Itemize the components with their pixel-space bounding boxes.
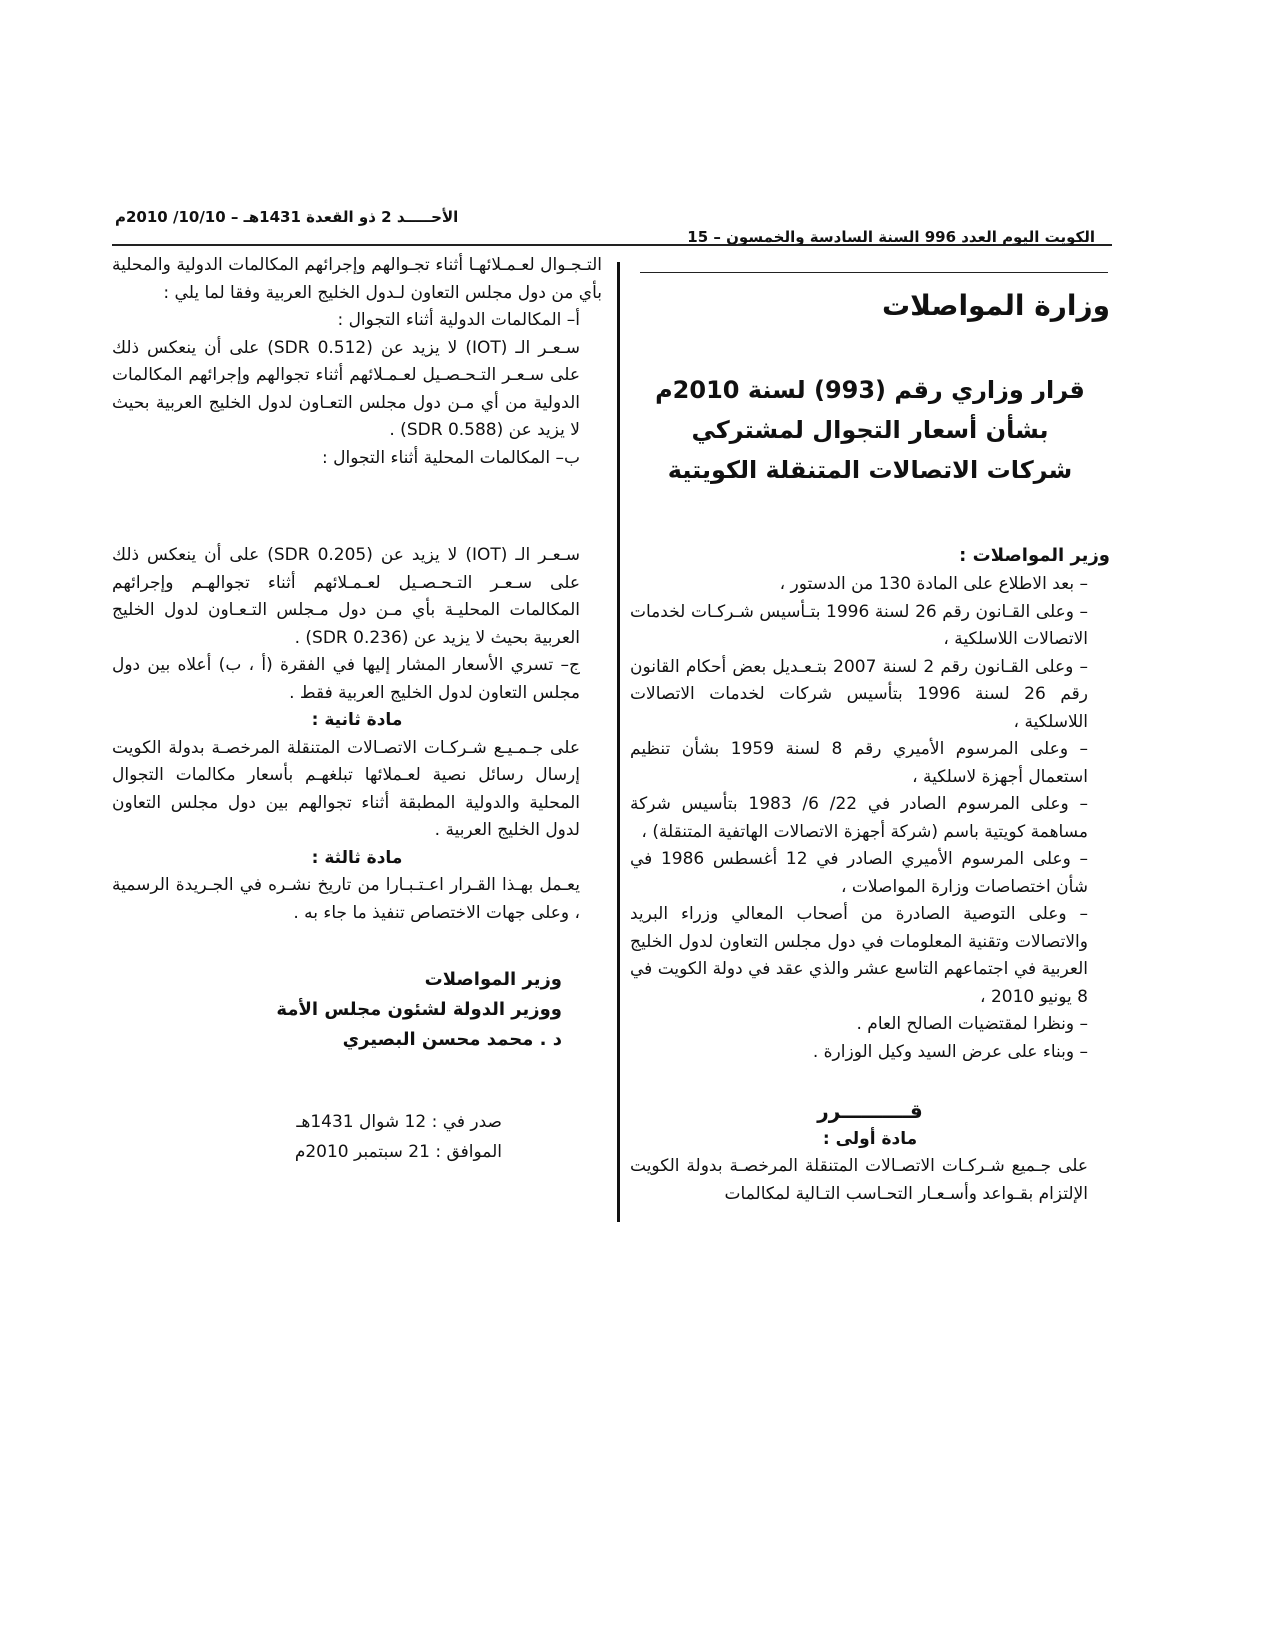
article-3-text: يعـمل بهـذا القـرار اعـتـبـارا من تاريخ نشـره في الجـريدة الرسمية ، وعلى جهات الاختصاص تنفيذ ما جاء به . xyxy=(112,875,580,923)
header-rule xyxy=(112,244,1112,246)
paragraph-a-text: سـعـر الـ (IOT) لا يزيد عن (0.512 SDR) على أن ينعكس ذلك على سـعـر التـحـصـيل لعـمـلائهم أثناء تجوالهم وإجرائهم المكالمات الدولية من أي مـن دول مجلس التعـاون لدول الخليج العربية بحيث لا يزيد عن (0.588 SDR) . xyxy=(112,337,581,440)
article-2-heading: مادة ثانية : xyxy=(311,710,403,730)
preamble-item: – وبناء على عرض السيد وكيل الوزارة . xyxy=(812,1041,1088,1062)
minister-label: وزير المواصلات : xyxy=(959,544,1110,566)
header-rule-secondary xyxy=(640,272,1108,273)
signature-block xyxy=(112,965,602,1055)
preamble-item: – وعلى المرسوم الصادر في 22/ 6/ 1983 بتأسيس شركة مساهمة كويتية باسم (شركة أجهزة الاتصالات الهاتفية المتنقلة) ، xyxy=(630,794,1088,842)
article-1-text: على جـميع شـركـات الاتصـالات المتنقلة المرخصـة بدولة الكويت الإلتزام بقـواعد وأسـعـار التحـاسب التـالية لمكالمات xyxy=(630,1156,1088,1204)
article-2-text: على جـمـيـع شـركـات الاتصـالات المتنقلة المرخصـة بدولة الكويت إرسال رسائل نصية لعـملائها تبلغهـم بأسعار مكالمات التجوال المحلية والدولية المطبقة أثناء تجوالهم بين دول مجلس التعاون لدول الخليج العربية . xyxy=(112,737,580,840)
signature-name: د . محمد محسن البصيري xyxy=(342,1029,562,1050)
header-issue-info: الكويت اليوم العدد 996 السنة السادسة والخمسون – 15 xyxy=(687,228,1095,246)
article-3-heading: مادة ثالثة : xyxy=(311,847,403,868)
signature-title-2: ووزير الدولة لشئون مجلس الأمة xyxy=(276,999,562,1020)
right-column xyxy=(630,280,1110,1208)
preamble-item: – وعلى المرسوم الأميري رقم 8 لسنة 1959 بشأن تنظيم استعمال أجهزة لاسلكية ، xyxy=(630,739,1089,787)
preamble-item: – وعلى التوصية الصادرة من أصحاب المعالي وزراء البريد والاتصالات وتقنية المعلومات في دول مجلس التعاون لدول الخليج العربية في اجتماعهم التاسع عشر والذي عقد في دولة الكويت في 8 يونيو 2010 ، xyxy=(630,904,1088,1007)
preamble-item: – وعلى المرسوم الأميري الصادر في 12 أغسطس 1986 في شأن اختصاصات وزارة المواصلات ، xyxy=(630,849,1088,897)
column-divider xyxy=(617,262,620,1222)
preamble-item: – وعلى القـانون رقم 26 لسنة 1996 بتـأسيس شـركـات لخدمات الاتصالات اللاسلكية ، xyxy=(630,601,1089,649)
blank-space xyxy=(112,472,602,542)
header-date: الأحـــــد 2 ذو القعدة 1431هـ – 10/10/ 2010م xyxy=(115,208,459,226)
issued-gregorian-date: الموافق : 21 سبتمبر 2010م xyxy=(294,1142,502,1162)
signature-title-1: وزير المواصلات xyxy=(424,969,562,990)
issued-hijri-date: صدر في : 12 شوال 1431هـ xyxy=(296,1112,502,1132)
decree-title xyxy=(630,370,1110,490)
decree-title-line-3: شركات الاتصالات المتنقلة الكويتية xyxy=(667,455,1073,484)
article-1-heading: مادة أولى : xyxy=(822,1128,918,1149)
preamble-item: – ونظرا لمقتضيات الصالح العام . xyxy=(856,1014,1088,1034)
issued-date-block xyxy=(112,1107,602,1167)
paragraph-a-title: أ– المكالمات الدولية أثناء التجوال : xyxy=(337,310,580,330)
paragraph-b-text: سـعـر الـ (IOT) لا يزيد عن (0.205 SDR) على أن ينعكس ذلك على سـعـر التـحـصـيل لعـمـلائهم أثناء تجوالهـم وإجرائهم المكالمات المحليـة بأي مـن دول مـجلس التـعـاون لدول الخليج العربية بحيث لا يزيد عن (0.236 SDR) . xyxy=(112,545,581,648)
preamble-item: – بعد الاطلاع على المادة 130 من الدستور ، xyxy=(779,574,1088,594)
paragraph-c: ج– تسري الأسعار المشار إليها في الفقرة (أ ، ب) أعلاه بين دول مجلس التعاون لدول الخليج العربية فقط . xyxy=(112,655,580,703)
ministry-heading: وزارة المواصلات xyxy=(881,289,1110,322)
decided-heading: قــــــــــرر xyxy=(817,1099,923,1123)
article-1-continued: التـجـوال لعـمـلائهـا أثناء تجـوالهم وإجرائهم المكالمات الدولية والمحلية بأي من دول مجلس التعاون لـدول الخليج العربية وفقا لما يلي : xyxy=(112,255,602,303)
decree-title-line-1: قرار وزاري رقم (993) لسنة 2010م xyxy=(655,375,1085,404)
paragraph-b-title: ب– المكالمات المحلية أثناء التجوال : xyxy=(322,447,580,468)
preamble-item: – وعلى القـانون رقم 2 لسنة 2007 بتـعـديل بعض أحكام القانون رقم 26 لسنة 1996 بتأسيس شركات لخدمات الاتصالات اللاسلكية ، xyxy=(630,656,1089,732)
decree-title-line-2: بشأن أسعار التجوال لمشتركي xyxy=(691,415,1049,444)
left-column xyxy=(112,252,602,1167)
